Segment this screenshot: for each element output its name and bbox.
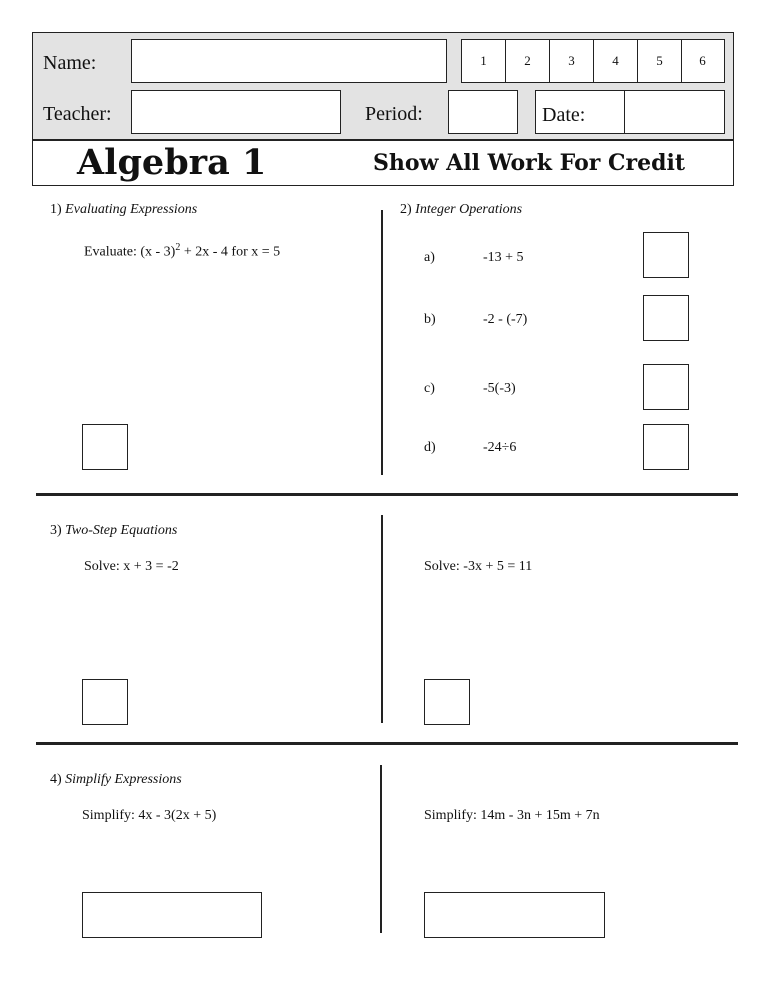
q2d-label: d) [424,440,436,455]
instruction-text: Show All Work For Credit [373,150,686,176]
period-field[interactable] [448,90,518,134]
section-separator-1 [36,493,738,496]
q1-answer-box[interactable] [82,424,128,470]
q4-heading [50,772,182,788]
section2-divider [381,515,383,723]
course-title: Algebra 1 [77,142,267,183]
score-cell-3[interactable]: 3 [550,40,594,82]
q2d-answer-box[interactable] [643,424,689,470]
score-cell-6[interactable]: 6 [699,53,706,68]
q2b-answer-box[interactable] [643,295,689,341]
q1-heading [50,202,197,218]
score-cell-1[interactable]: 1 [462,40,506,82]
q2b-expression: -2 - (-7) [483,312,528,327]
q3-heading [50,523,177,539]
q4-left-answer-box[interactable] [82,892,262,938]
q2a-expression: -13 + 5 [483,250,524,265]
q2b-label: b) [424,312,436,327]
teacher-label: Teacher: [43,103,112,125]
q2d-expression: -24÷6 [483,440,517,455]
name-field[interactable] [131,39,447,83]
q2a-label: a) [424,250,435,265]
section-separator-2 [36,742,738,745]
q2-number: 2) [400,202,412,217]
q3-right-answer-box[interactable] [424,679,470,725]
date-field[interactable] [624,90,724,134]
title-bar [32,140,734,186]
q2c-expression: -5(-3) [483,381,516,396]
q1-number: 1) [50,202,62,217]
q2-heading [400,202,522,218]
name-label: Name: [43,52,97,74]
date-label: Date: [542,104,586,126]
section3-divider [380,765,382,933]
q4-right-answer-box[interactable] [424,892,605,938]
q4-left-prompt: Simplify: 4x - 3(2x + 5) [82,808,217,823]
score-cell-4[interactable]: 4 [594,40,638,82]
date-box [535,90,725,134]
q1-exponent: 2 [175,242,181,253]
q2-title: Integer Operations [415,202,523,217]
q1-prompt: Evaluate: (x - 3)$^2$ + 2x - 4 for x = 5 [84,242,281,260]
score-cell-2[interactable]: 2 [506,40,550,82]
q3-left-answer-box[interactable] [82,679,128,725]
q2c-answer-box[interactable] [643,364,689,410]
score-cell-5[interactable]: 5 [638,40,682,82]
teacher-field[interactable] [131,90,341,134]
q3-title: Two-Step Equations [65,523,178,538]
period-label: Period: [365,103,423,125]
q4-right-prompt: Simplify: 14m - 3n + 15m + 7n [424,808,600,823]
q3-left-prompt: Solve: x + 3 = -2 [84,559,179,574]
q3-right-prompt: Solve: -3x + 5 = 11 [424,559,533,574]
q1-title: Evaluating Expressions [65,202,198,217]
section1-divider [381,210,383,475]
score-grid [461,39,725,83]
q2c-label: c) [424,381,435,396]
q2a-answer-box[interactable] [643,232,689,278]
q3-number: 3) [50,523,62,538]
q4-number: 4) [50,772,62,787]
q4-title: Simplify Expressions [65,772,182,787]
header-block [32,32,734,140]
